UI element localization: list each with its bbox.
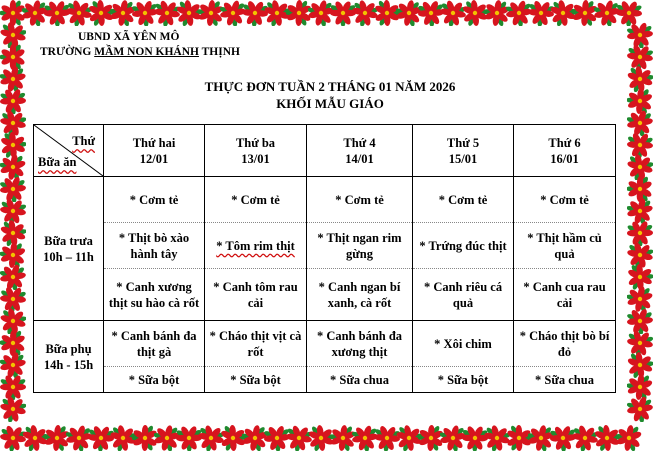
day-date: 13/01 xyxy=(241,151,270,166)
meal-name: Bữa trưa xyxy=(44,233,93,248)
flower-decoration xyxy=(22,0,48,26)
flower-decoration xyxy=(66,425,92,451)
flower-decoration xyxy=(627,176,653,202)
flower-decoration xyxy=(0,308,26,334)
flower-decoration xyxy=(330,0,356,26)
flower-decoration xyxy=(198,0,224,26)
menu-cell: * Trứng đúc thịt xyxy=(413,223,514,269)
day-date: 14/01 xyxy=(345,151,374,166)
menu-cell: * Sữa bột xyxy=(104,367,205,393)
menu-cell xyxy=(205,223,307,269)
school-name-underlined: MẦM NON KHÁNH xyxy=(94,46,199,58)
menu-cell: * Sữa bột xyxy=(205,367,307,393)
flower-decoration xyxy=(264,0,290,26)
flower-decoration xyxy=(242,425,268,451)
flower-decoration xyxy=(462,0,488,26)
flower-decoration xyxy=(176,425,202,451)
flower-decoration xyxy=(352,0,378,26)
menu-cell: * Xôi chim xyxy=(413,321,514,367)
menu-cell: * Cơm tẻ xyxy=(205,177,307,223)
day-header xyxy=(205,125,307,177)
meal-time: 10h – 11h xyxy=(43,249,94,264)
flower-decoration xyxy=(220,425,246,451)
table-row xyxy=(34,321,616,367)
commune-name: UBND XÃ YÊN MÔ xyxy=(78,31,180,43)
menu-cell: * Canh cua rau cải xyxy=(514,269,616,321)
flower-decoration xyxy=(286,0,312,26)
flower-decoration xyxy=(572,0,598,26)
menu-cell: * Canh bánh đa xương thịt xyxy=(307,321,413,367)
menu-cell: * Thịt hầm củ quả xyxy=(514,223,616,269)
flower-decoration xyxy=(154,0,180,26)
menu-cell-text: * Tôm rim thịt xyxy=(216,238,295,253)
flower-decoration xyxy=(440,0,466,26)
flower-decoration xyxy=(627,198,653,224)
flower-decoration xyxy=(627,132,653,158)
flower-decoration xyxy=(616,0,642,26)
flower-decoration xyxy=(0,44,26,70)
school-name-suffix: THỊNH xyxy=(198,46,240,58)
school-header xyxy=(40,30,260,60)
flower-decoration xyxy=(220,0,246,26)
flower-decoration xyxy=(44,0,70,26)
flower-decoration xyxy=(627,220,653,246)
meal-lunch-label xyxy=(34,177,104,321)
flower-decoration xyxy=(132,425,158,451)
flower-decoration xyxy=(0,220,26,246)
flower-decoration xyxy=(627,154,653,180)
day-header xyxy=(514,125,616,177)
school-name-prefix: TRƯỜNG xyxy=(40,46,95,58)
day-date: 16/01 xyxy=(550,151,579,166)
flower-decoration xyxy=(627,396,653,422)
corner-day-label: Thứ xyxy=(72,134,95,148)
flower-decoration xyxy=(308,0,334,26)
corner-header-cell xyxy=(34,125,104,177)
menu-title xyxy=(120,78,540,112)
flower-decoration xyxy=(0,110,26,136)
flower-decoration xyxy=(506,425,532,451)
menu-cell: * Canh xương thịt su hào cà rốt xyxy=(104,269,205,321)
flower-decoration xyxy=(550,425,576,451)
menu-cell: * Cơm tẻ xyxy=(307,177,413,223)
flower-decoration xyxy=(308,425,334,451)
flower-decoration xyxy=(616,425,642,451)
table-row xyxy=(34,177,616,223)
flower-decoration xyxy=(550,0,576,26)
flower-decoration xyxy=(0,286,26,312)
menu-cell: * Sữa chua xyxy=(514,367,616,393)
flower-decoration xyxy=(198,425,224,451)
flower-decoration xyxy=(132,0,158,26)
flower-decoration xyxy=(627,22,653,48)
flower-decoration xyxy=(627,352,653,378)
flower-decoration xyxy=(44,425,70,451)
flower-decoration xyxy=(0,330,26,356)
table-row xyxy=(34,223,616,269)
day-date: 15/01 xyxy=(448,151,478,166)
flower-decoration xyxy=(572,425,598,451)
flower-decoration xyxy=(110,0,136,26)
flower-decoration xyxy=(627,330,653,356)
day-header xyxy=(104,125,205,177)
flower-decoration xyxy=(330,425,356,451)
flower-decoration xyxy=(528,0,554,26)
flower-decoration xyxy=(0,425,26,451)
flower-decoration xyxy=(418,0,444,26)
flower-decoration xyxy=(0,132,26,158)
flower-decoration xyxy=(396,425,422,451)
flower-decoration xyxy=(506,0,532,26)
day-date: 12/01 xyxy=(139,151,169,166)
flower-decoration xyxy=(627,308,653,334)
flower-decoration xyxy=(0,88,26,114)
menu-cell: * Cơm tẻ xyxy=(514,177,616,223)
school-name xyxy=(40,45,260,60)
flower-decoration xyxy=(484,425,510,451)
flower-decoration xyxy=(396,0,422,26)
flower-decoration xyxy=(418,425,444,451)
flower-decoration xyxy=(264,425,290,451)
menu-cell: * Sữa bột xyxy=(413,367,514,393)
day-name: Thứ 5 xyxy=(446,135,480,150)
menu-cell: * Cháo thịt bò bí đỏ xyxy=(514,321,616,367)
flower-decoration xyxy=(0,154,26,180)
menu-title-line2: KHỐI MẪU GIÁO xyxy=(276,96,384,111)
flower-decoration xyxy=(627,110,653,136)
flower-decoration xyxy=(88,0,114,26)
flower-decoration xyxy=(462,425,488,451)
menu-cell: * Cơm tẻ xyxy=(413,177,514,223)
flower-decoration xyxy=(154,425,180,451)
flower-decoration xyxy=(352,425,378,451)
day-name: Thứ 4 xyxy=(343,135,376,150)
flower-decoration xyxy=(242,0,268,26)
day-name: Thứ hai xyxy=(132,135,176,150)
flower-decoration xyxy=(110,425,136,451)
flower-decoration xyxy=(627,242,653,268)
flower-decoration xyxy=(528,425,554,451)
flower-decoration xyxy=(627,374,653,400)
flower-decoration xyxy=(594,0,620,26)
flower-decoration xyxy=(627,44,653,70)
menu-cell: * Canh riêu cá quả xyxy=(413,269,514,321)
flower-decoration xyxy=(0,374,26,400)
menu-cell: * Cơm tẻ xyxy=(104,177,205,223)
day-name: Thứ ba xyxy=(235,135,276,150)
meal-snack-label xyxy=(34,321,104,393)
menu-cell: * Canh ngan bí xanh, cà rốt xyxy=(307,269,413,321)
flower-decoration xyxy=(0,66,26,92)
flower-decoration xyxy=(0,176,26,202)
flower-decoration xyxy=(440,425,466,451)
flower-decoration xyxy=(88,425,114,451)
flower-decoration xyxy=(0,242,26,268)
menu-cell: * Cháo thịt vịt cà rốt xyxy=(205,321,307,367)
flower-decoration xyxy=(484,0,510,26)
flower-decoration xyxy=(176,0,202,26)
day-name: Thứ 6 xyxy=(548,135,581,150)
flower-decoration xyxy=(0,22,26,48)
menu-cell: * Thịt bò xào hành tây xyxy=(104,223,205,269)
day-header xyxy=(413,125,514,177)
flower-decoration xyxy=(22,425,48,451)
meal-name: Bữa phụ xyxy=(45,341,92,356)
flower-decoration xyxy=(374,425,400,451)
weekly-menu-table xyxy=(33,124,616,393)
corner-meal-label: Bữa ăn xyxy=(38,155,77,169)
flower-decoration xyxy=(627,88,653,114)
meal-time: 14h - 15h xyxy=(43,357,94,372)
menu-title-line1: THỰC ĐƠN TUẦN 2 THÁNG 01 NĂM 2026 xyxy=(204,79,456,94)
flower-decoration xyxy=(594,425,620,451)
flower-decoration xyxy=(286,425,312,451)
flower-decoration xyxy=(66,0,92,26)
flower-decoration xyxy=(0,264,26,290)
flower-decoration xyxy=(627,264,653,290)
flower-decoration xyxy=(0,198,26,224)
flower-decoration xyxy=(0,0,26,26)
menu-cell: * Canh tôm rau cải xyxy=(205,269,307,321)
table-row xyxy=(34,269,616,321)
flower-decoration xyxy=(0,396,26,422)
day-header xyxy=(307,125,413,177)
flower-decoration xyxy=(0,352,26,378)
menu-cell: * Sữa chua xyxy=(307,367,413,393)
flower-decoration xyxy=(374,0,400,26)
table-header-row xyxy=(34,125,616,177)
table-row xyxy=(34,367,616,393)
flower-decoration xyxy=(627,66,653,92)
menu-cell: * Canh bánh đa thịt gà xyxy=(104,321,205,367)
flower-decoration xyxy=(627,286,653,312)
menu-cell: * Thịt ngan rim gừng xyxy=(307,223,413,269)
